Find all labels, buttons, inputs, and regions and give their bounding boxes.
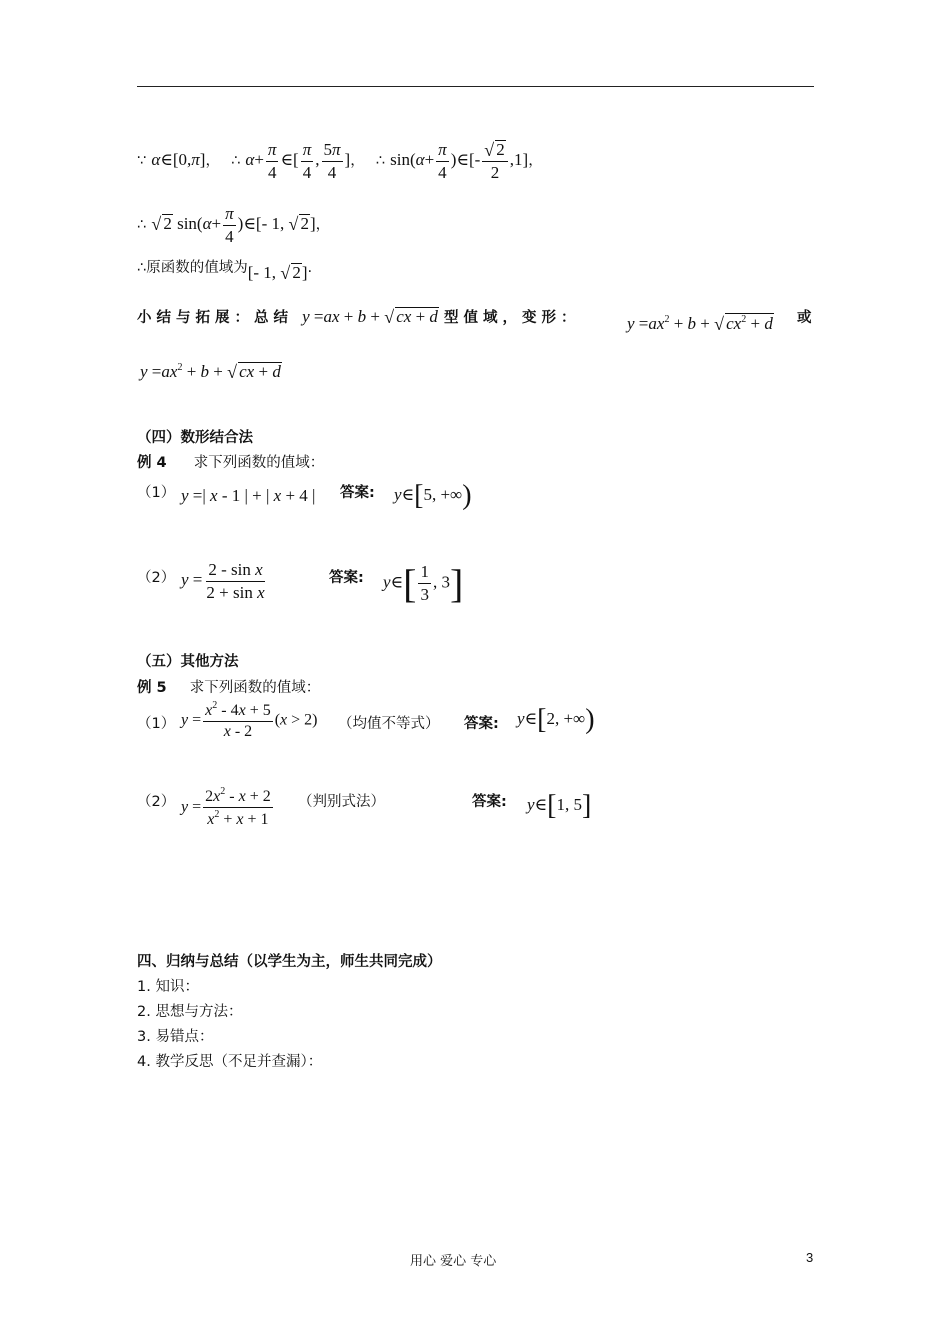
answer-5-1-label: 答案: xyxy=(464,716,499,732)
answer-4-1: y∈[5, +∞) xyxy=(394,480,472,511)
conclusion-item-1: 1. 知识： xyxy=(137,979,199,995)
therefore-symbol: ∴ xyxy=(231,153,241,170)
derivation-line-2: ∴ √ 2 sin(α+ $\frac{\pi}{4}$ )∈[- 1, √ 2]， xyxy=(137,204,331,246)
item-5-2-note: （判别式法） xyxy=(298,794,385,810)
conclusion-item-3: 3. 易错点： xyxy=(137,1029,214,1045)
item-4-2-number: （2） xyxy=(137,570,176,586)
summary-or: 或 xyxy=(797,310,812,326)
conclusion-item-2: 2. 思想与方法： xyxy=(137,1004,243,1020)
conclusion-item-4: 4. 教学反思（不足并查漏）： xyxy=(137,1054,323,1070)
summary-formula-3: $y =ax^2 + b$ + √ cx + d xyxy=(140,362,281,382)
summary-formula-2: $y =ax^2 + b$ + √ $cx^2 + d$ xyxy=(627,314,773,334)
derivation-line-3: ∴原函数的值域为[- 1, √ 2]. xyxy=(137,260,313,283)
answer-4-2: y∈[ $\frac{1}{3}$ , 3] xyxy=(383,561,464,606)
item-5-1-note: （均值不等式） xyxy=(338,716,440,732)
item-4-1-formula: y =| x - 1 | + | x + 4 | xyxy=(181,486,316,505)
derivation-line-1: ∵ α∈[0,π]， ∴ α+ $\frac{\pi}{4}$ ∈[ $\frac{\pi}{4}$ , $\frac{5\pi}{4}$ ]， ∴ sin(α+ $\frac{\pi}{4}$ )∈[- √ 2 2 ,1]， xyxy=(137,140,543,182)
item-5-1-number: （1） xyxy=(137,716,176,732)
header-rule xyxy=(137,86,814,87)
answer-5-2: y∈[1, 5] xyxy=(527,790,592,821)
because-symbol: ∵ xyxy=(137,153,147,170)
item-4-1-number: （1） xyxy=(137,485,176,501)
item-5-1-formula: y = $\frac{x^2 - 4x + 5}{x - 2}$ (x > 2) xyxy=(181,700,318,741)
section-heading-5: （五）其他方法 xyxy=(137,654,239,670)
answer-4-2-label: 答案: xyxy=(329,570,364,586)
summary-label: 小结与拓展：总结 xyxy=(137,310,293,326)
answer-5-1: y∈[2, +∞) xyxy=(517,704,595,735)
conclusion-heading: 四、归纳与总结（以学生为主，师生共同完成） xyxy=(137,954,442,970)
example-5: 例 5 求下列函数的值域： xyxy=(137,680,321,696)
example-4: 例 4 求下列函数的值域： xyxy=(137,455,325,471)
answer-4-1-label: 答案: xyxy=(340,485,375,501)
section-heading-4: （四）数形结合法 xyxy=(137,430,253,446)
footer-motto: 用心 爱心 专心 xyxy=(410,1254,497,1269)
summary-line: 小结与拓展：总结 y =ax + b + √ cx + d 型值域，变形： xyxy=(137,307,581,327)
item-5-2-number: （2） xyxy=(137,794,176,810)
item-4-2-formula: y = $\frac{\text{2 - sin x}}{\text{2 + sin x}}$ xyxy=(181,560,265,602)
page-number: 3 xyxy=(806,1250,814,1265)
answer-5-2-label: 答案: xyxy=(472,794,507,810)
item-5-2-formula: y = $\frac{2x^2 - x + 2}{x^2 + x + 1}$ xyxy=(181,786,271,829)
